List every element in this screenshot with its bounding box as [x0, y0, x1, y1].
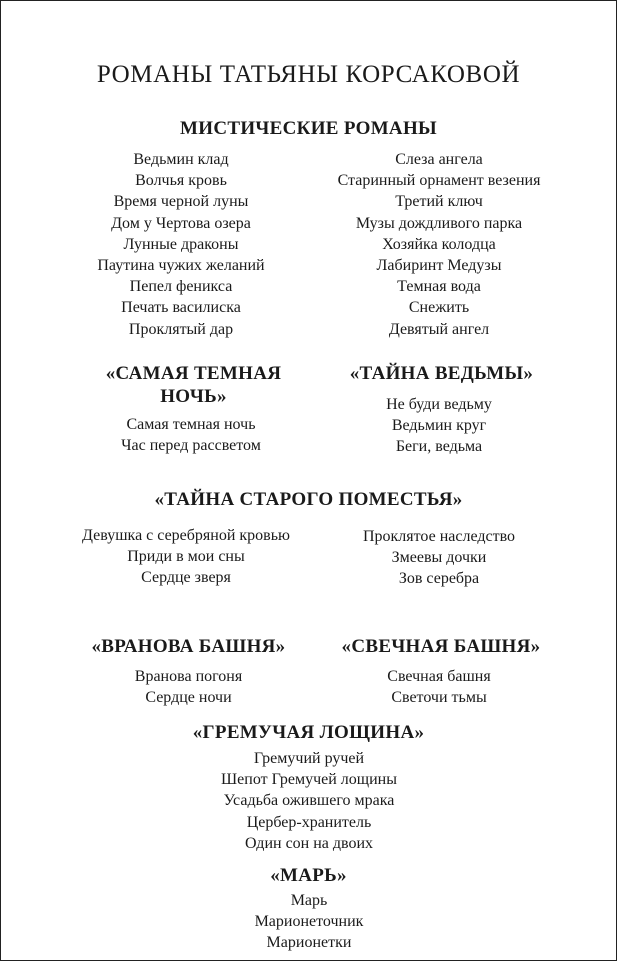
list-item: Печать василиска	[121, 299, 241, 317]
list-item: Лабиринт Медузы	[376, 256, 502, 274]
old-estate-list-right	[319, 526, 559, 590]
list-item: Не буди ведьму	[386, 396, 492, 413]
list-item: Змеевы дочки	[391, 549, 487, 567]
section-heading-witch-secret: «ТАЙНА ВЕДЬМЫ»	[349, 363, 534, 384]
list-item: Дом у Чертова озера	[111, 214, 251, 232]
list-item: Один сон на двоих	[244, 834, 374, 852]
section-heading-darkest-night: «САМАЯ ТЕМНАЯ НОЧЬ»	[105, 363, 282, 407]
list-item: Девятый ангел	[388, 320, 490, 338]
list-item: Время черной луны	[113, 193, 249, 211]
list-item: Ведьмин круг	[391, 417, 487, 435]
list-item: Девушка с серебряной кровью	[82, 527, 290, 544]
list-item: Темная вода	[397, 278, 481, 296]
list-item: Сердце зверя	[141, 569, 231, 587]
witch-secret-list	[319, 394, 559, 458]
list-item: Ведьмин клад	[133, 151, 229, 168]
list-item: Хозяйка колодца	[382, 235, 496, 253]
list-item: Паутина чужих желаний	[97, 256, 265, 274]
list-item: Слеза ангела	[395, 151, 483, 168]
mystic-list-left	[61, 149, 301, 340]
list-item: Снежить	[408, 299, 470, 317]
section-heading-candle-tower: «СВЕЧНАЯ БАШНЯ»	[341, 636, 541, 657]
mystic-list-right	[319, 149, 559, 340]
list-item: Марионетки	[266, 934, 352, 952]
candle-tower-list	[319, 666, 559, 708]
list-item: Беги, ведьма	[395, 438, 483, 456]
section-heading-raven-tower: «ВРАНОВА БАШНЯ»	[91, 636, 286, 657]
darkest-night-list	[66, 414, 316, 456]
list-item: Лунные драконы	[123, 235, 239, 253]
section-heading-mar: «МАРЬ»	[270, 865, 347, 886]
raven-tower-list	[66, 666, 311, 708]
list-item: Музы дождливого парка	[355, 214, 523, 232]
list-item: Усадьба ожившего мрака	[223, 792, 395, 810]
section-heading-gremuchaya: «ГРЕМУЧАЯ ЛОЩИНА»	[192, 722, 425, 743]
section-heading-old-estate: «ТАЙНА СТАРОГО ПОМЕСТЬЯ»	[154, 489, 463, 510]
list-item: Вранова погоня	[134, 668, 243, 685]
old-estate-list-left	[61, 525, 311, 589]
list-item: Приди в мои сны	[127, 548, 245, 566]
list-item: Проклятое наследство	[362, 528, 516, 545]
section-heading-mystic: МИСТИЧЕСКИЕ РОМАНЫ	[180, 118, 437, 139]
gremuchaya-list	[159, 748, 459, 854]
page-title: РОМАНЫ ТАТЬЯНЫ КОРСАКОВОЙ	[96, 61, 521, 88]
list-item: Зов серебра	[398, 570, 480, 588]
list-item: Час перед рассветом	[121, 437, 261, 455]
list-item: Цербер-хранитель	[246, 813, 372, 831]
list-item: Марь	[290, 892, 328, 909]
list-item: Проклятый дар	[128, 320, 234, 338]
list-item: Пепел феникса	[129, 278, 233, 296]
list-item: Свечная башня	[387, 668, 491, 685]
list-item: Марионеточник	[254, 913, 364, 931]
list-item: Сердце ночи	[145, 689, 232, 707]
list-item: Старинный орнамент везения	[337, 172, 541, 190]
list-item: Светочи тьмы	[391, 689, 487, 707]
list-item: Волчья кровь	[135, 172, 227, 190]
list-item: Третий ключ	[395, 193, 483, 211]
mar-list	[159, 890, 459, 954]
list-item: Гремучий ручей	[253, 750, 365, 767]
list-item: Самая темная ночь	[126, 416, 256, 433]
list-item: Шепот Гремучей лощины	[221, 771, 397, 789]
